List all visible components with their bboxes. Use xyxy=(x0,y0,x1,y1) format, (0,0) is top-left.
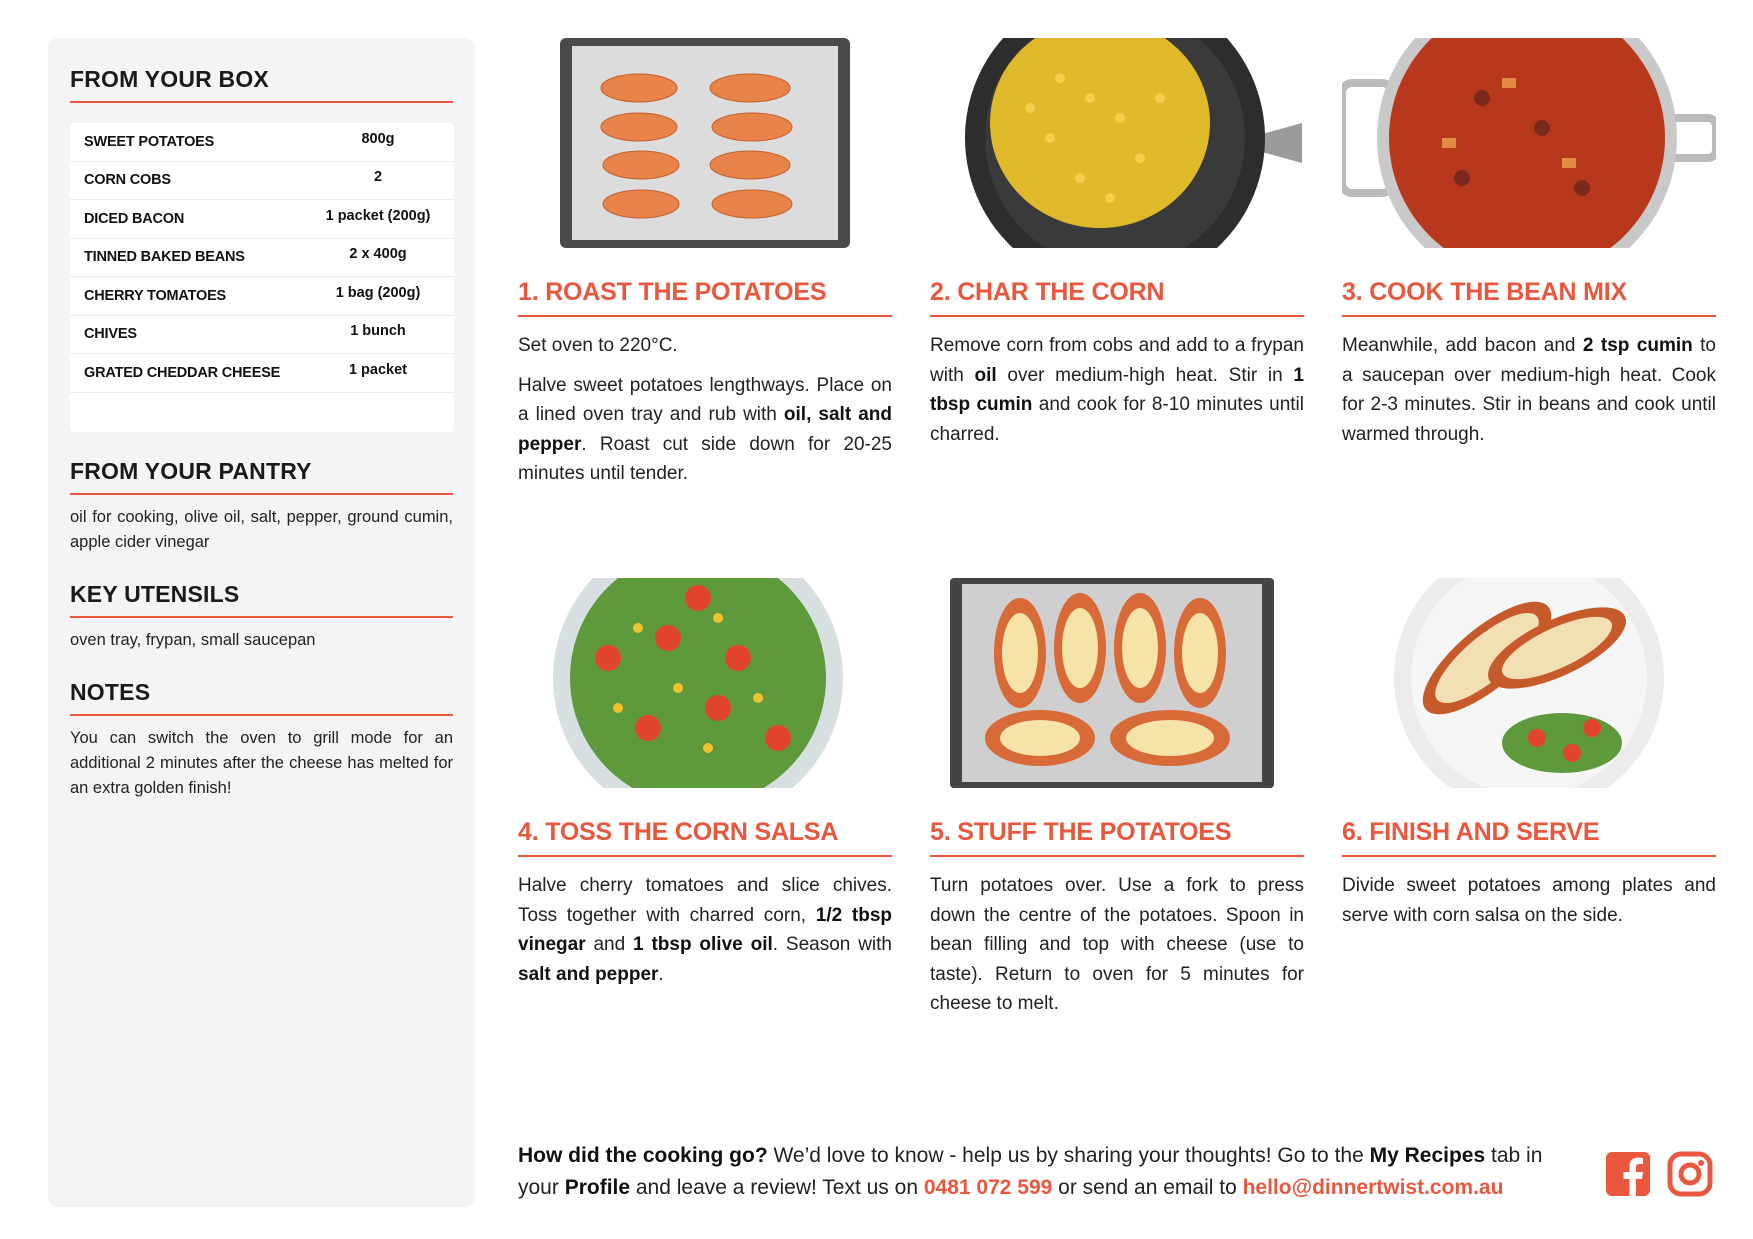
step-5 xyxy=(930,578,1304,1019)
profile-text: Profile xyxy=(564,1176,631,1199)
step-2-text xyxy=(930,331,1304,449)
bold-run: oil xyxy=(974,364,997,386)
ingredient-name: DICED BACON xyxy=(84,210,185,227)
table-row xyxy=(70,277,454,316)
step-2-para xyxy=(930,331,1304,449)
step-6-title: 6. FINISH AND SERVE xyxy=(1342,818,1716,857)
saucepan-bean-mix-image xyxy=(1342,38,1716,248)
bold-run: 2 tsp cumin xyxy=(1582,335,1693,356)
ingredient-name: CHERRY TOMATOES xyxy=(84,287,227,304)
facebook-icon[interactable] xyxy=(1605,1151,1651,1197)
ingredients-sidebar xyxy=(48,38,475,1207)
notes-section xyxy=(70,679,453,801)
ingredient-qty: 2 xyxy=(373,169,383,186)
ingredient-name: CORN COBS xyxy=(84,172,171,189)
bold-run: 1/2 tbsp vinegar xyxy=(518,904,892,955)
my-recipes-text: My Recipes xyxy=(1369,1144,1486,1167)
step-3-text xyxy=(1342,331,1716,449)
step-1-para-2 xyxy=(518,371,892,489)
pantry-heading: FROM YOUR PANTRY xyxy=(70,458,453,495)
step-4-title: 4. TOSS THE CORN SALSA xyxy=(518,818,892,857)
ingredient-qty: 1 bunch xyxy=(350,323,406,340)
table-row xyxy=(70,239,454,278)
ingredient-name: GRATED CHEDDAR CHEESE xyxy=(84,364,281,381)
step-2-title: 2. CHAR THE CORN xyxy=(930,278,1304,317)
phone-link[interactable]: 0481 072 599 xyxy=(923,1176,1053,1199)
step-4-para xyxy=(518,871,892,989)
step-5-text xyxy=(930,871,1304,1019)
notes-heading: NOTES xyxy=(70,679,453,716)
step-6-text xyxy=(1342,871,1716,930)
table-row xyxy=(70,123,454,162)
step-4 xyxy=(518,578,892,989)
stuffed-potatoes-tray-image xyxy=(930,578,1304,788)
text-run: tab in your xyxy=(518,1144,1543,1199)
step-3 xyxy=(1342,38,1716,449)
utensils-section xyxy=(70,581,453,653)
review-footer xyxy=(518,1140,1568,1204)
table-row xyxy=(70,200,454,239)
text-run: Halve sweet potatoes lengthways. Place on a lined oven tray and rub with xyxy=(518,374,892,425)
step-6-para: Divide sweet potatoes among plates and serve with corn salsa on the side. xyxy=(1342,875,1716,926)
ingredient-qty: 1 packet (200g) xyxy=(325,207,431,224)
social-links xyxy=(1605,1151,1713,1197)
table-row xyxy=(70,354,454,393)
step-3-title: 3. COOK THE BEAN MIX xyxy=(1342,278,1716,317)
step-5-para: Turn potatoes over. Use a fork to press down the centre of the potatoes. Spoon in bean filling and top with cheese (use to taste). Return to oven for 5 minutes for cheese to melt. xyxy=(930,875,1304,1014)
utensils-heading: KEY UTENSILS xyxy=(70,581,453,618)
text-run: over medium-high heat. Stir in xyxy=(996,364,1294,386)
step-3-para xyxy=(1342,331,1716,449)
text-run: . xyxy=(658,963,664,985)
text-run: Halve cherry tomatoes and slice chives. Toss together with charred corn, xyxy=(518,875,892,926)
pantry-section xyxy=(70,458,453,555)
step-2 xyxy=(930,38,1304,449)
text-run: and cook for 8-10 minutes until charred. xyxy=(930,394,1304,445)
text-run: Remove corn from cobs and add to a frypan with xyxy=(930,335,1304,386)
box-ingredients-table xyxy=(70,123,454,432)
step-1-title: 1. ROAST THE POTATOES xyxy=(518,278,892,317)
ingredient-name: TINNED BAKED BEANS xyxy=(84,249,245,266)
bold-run: 1 tbsp olive oil xyxy=(633,934,773,955)
utensils-text: oven tray, frypan, small saucepan xyxy=(70,631,316,649)
bold-run: oil, salt and pepper xyxy=(518,404,892,455)
step-1-para-1: Set oven to 220°C. xyxy=(518,335,678,356)
step-5-title: 5. STUFF THE POTATOES xyxy=(930,818,1304,857)
step-4-text xyxy=(518,871,892,989)
ingredient-name: CHIVES xyxy=(84,326,137,343)
step-1 xyxy=(518,38,892,489)
pantry-text: oil for cooking, olive oil, salt, pepper, ground cumin, apple cider vinegar xyxy=(70,508,453,551)
text-run: Meanwhile, add bacon and xyxy=(1342,335,1583,356)
ingredient-name: SWEET POTATOES xyxy=(84,133,215,150)
text-run: We’d love to know - help us by sharing your thoughts! Go to the xyxy=(767,1144,1370,1167)
ingredient-qty: 1 packet xyxy=(348,361,408,378)
instagram-icon[interactable] xyxy=(1667,1151,1713,1197)
box-heading: FROM YOUR BOX xyxy=(70,66,453,103)
text-run: . Roast cut side down for 20-25 minutes until tender. xyxy=(518,433,892,484)
roasting-tray-image xyxy=(518,38,892,248)
text-run: or send an email to xyxy=(1052,1176,1243,1199)
frypan-corn-image xyxy=(930,38,1304,248)
plated-dish-image xyxy=(1342,578,1716,788)
text-run: . Season with xyxy=(772,934,892,955)
bold-run: 1 tbsp cumin xyxy=(930,364,1304,415)
ingredient-qty: 1 bag (200g) xyxy=(335,284,421,301)
ingredient-qty: 800g xyxy=(361,130,395,147)
text-run: to a saucepan over medium-high heat. Cook for 2-3 minutes. Stir in beans and cook until warmed through. xyxy=(1342,335,1717,445)
footer-question: How did the cooking go? xyxy=(518,1144,768,1167)
table-row xyxy=(70,316,454,355)
corn-salsa-bowl-image xyxy=(518,578,892,788)
text-run: and xyxy=(585,934,634,955)
text-run: and leave a review! Text us on xyxy=(630,1176,924,1199)
bold-run: salt and pepper xyxy=(518,963,659,985)
step-1-text xyxy=(518,331,892,489)
table-row xyxy=(70,162,454,201)
notes-text: You can switch the oven to grill mode for an additional 2 minutes after the cheese has melted for an extra golden finish! xyxy=(70,729,453,797)
email-link[interactable]: hello@dinnertwist.com.au xyxy=(1242,1176,1504,1199)
step-6 xyxy=(1342,578,1716,930)
ingredient-qty: 2 x 400g xyxy=(349,246,407,263)
